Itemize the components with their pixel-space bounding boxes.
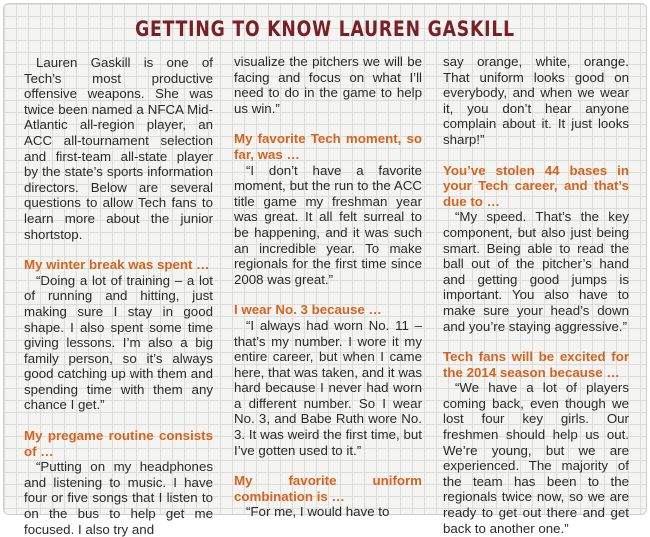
answer-stolen-bases: “My speed. That’s the key component, but also just being smart. Being able to read the ball out of the pitcher’s hand and getting good jumps is important. You also have to make sure your head’s down and you’re staying aggressive.” — [443, 209, 629, 334]
answer-winter-break: “Doing a lot of training – a lot of running and hitting, just making sure I stay in good shape. I also spent some time giving lessons. I’m also a big family person, so it’s always good catching up with them and spending time with them any chance I get.” — [24, 272, 213, 413]
answer-favorite-moment: “I don’t have a favorite moment, but the run to the ACC title game my freshman year was great. It all felt surreal to be happening, and it was such an incredible year. To make regionals for the first time since 2008 was great.” — [234, 162, 422, 287]
column-2 — [234, 54, 422, 520]
answer-uniform-combination-part1: “For me, I would have to — [246, 504, 390, 520]
column-1 — [24, 55, 213, 537]
answer-uniform-combination-part2: say orange, white, orange. That uniform looks good on everybody, and when we wear it, you don’t hear anyone complain about it. It just looks sharp!” — [443, 54, 629, 147]
question-winter-break: My winter break was spent … — [24, 257, 210, 273]
question-favorite-moment: My favorite Tech moment, so far, was … — [234, 131, 422, 162]
question-stolen-bases: You’ve stolen 44 bases in your Tech career, and that’s due to … — [443, 162, 629, 209]
article-title: GETTING TO KNOW LAUREN GASKILL — [135, 17, 515, 41]
question-pregame-routine: My pregame routine consists of … — [24, 428, 213, 459]
intro-paragraph: Lauren Gaskill is one of Tech’s most productive offensive weapons. She was twice been named a NFCA Mid-Atlantic all-region player, an ACC all-tournament selection and first-team all-state player by the state’s sports information directors. Below are several questions to allow Tech fans to learn more about the junior shortstop. — [24, 55, 213, 242]
answer-number-three: “I always had worn No. 11 – that’s my number. I wore it my entire career, but when I came here, that was taken, and it was hard because I never had worn a different number. So I wear No. 3, and Babe Ruth wore No. 3. It was weird the first time, but I’ve gotten used to it.” — [234, 317, 422, 458]
answer-pregame-routine-part2: visualize the pitchers we will be facing and focus on what I’ll need to do in the game to help us win.” — [234, 54, 422, 116]
answer-2014-season: “We have a lot of players coming back, even though we lost four key girls. Our freshmen should help us out. We’re young, but we are experienced. The majority of the team has been to the regionals twice now, so we are ready to get out there and get back to another one.” — [443, 380, 629, 536]
question-uniform-combination: My favorite uniform combination is … — [234, 473, 422, 504]
article-panel — [3, 3, 647, 537]
question-2014-season: Tech fans will be excited for the 2014 season because … — [443, 349, 629, 380]
question-number-three: I wear No. 3 because … — [234, 302, 382, 318]
answer-pregame-routine-part1: “Putting on my headphones and listening to music. I have four or five songs that I listen to on the bus to help get me focused. I also try and — [24, 459, 213, 537]
column-3 — [443, 54, 629, 536]
